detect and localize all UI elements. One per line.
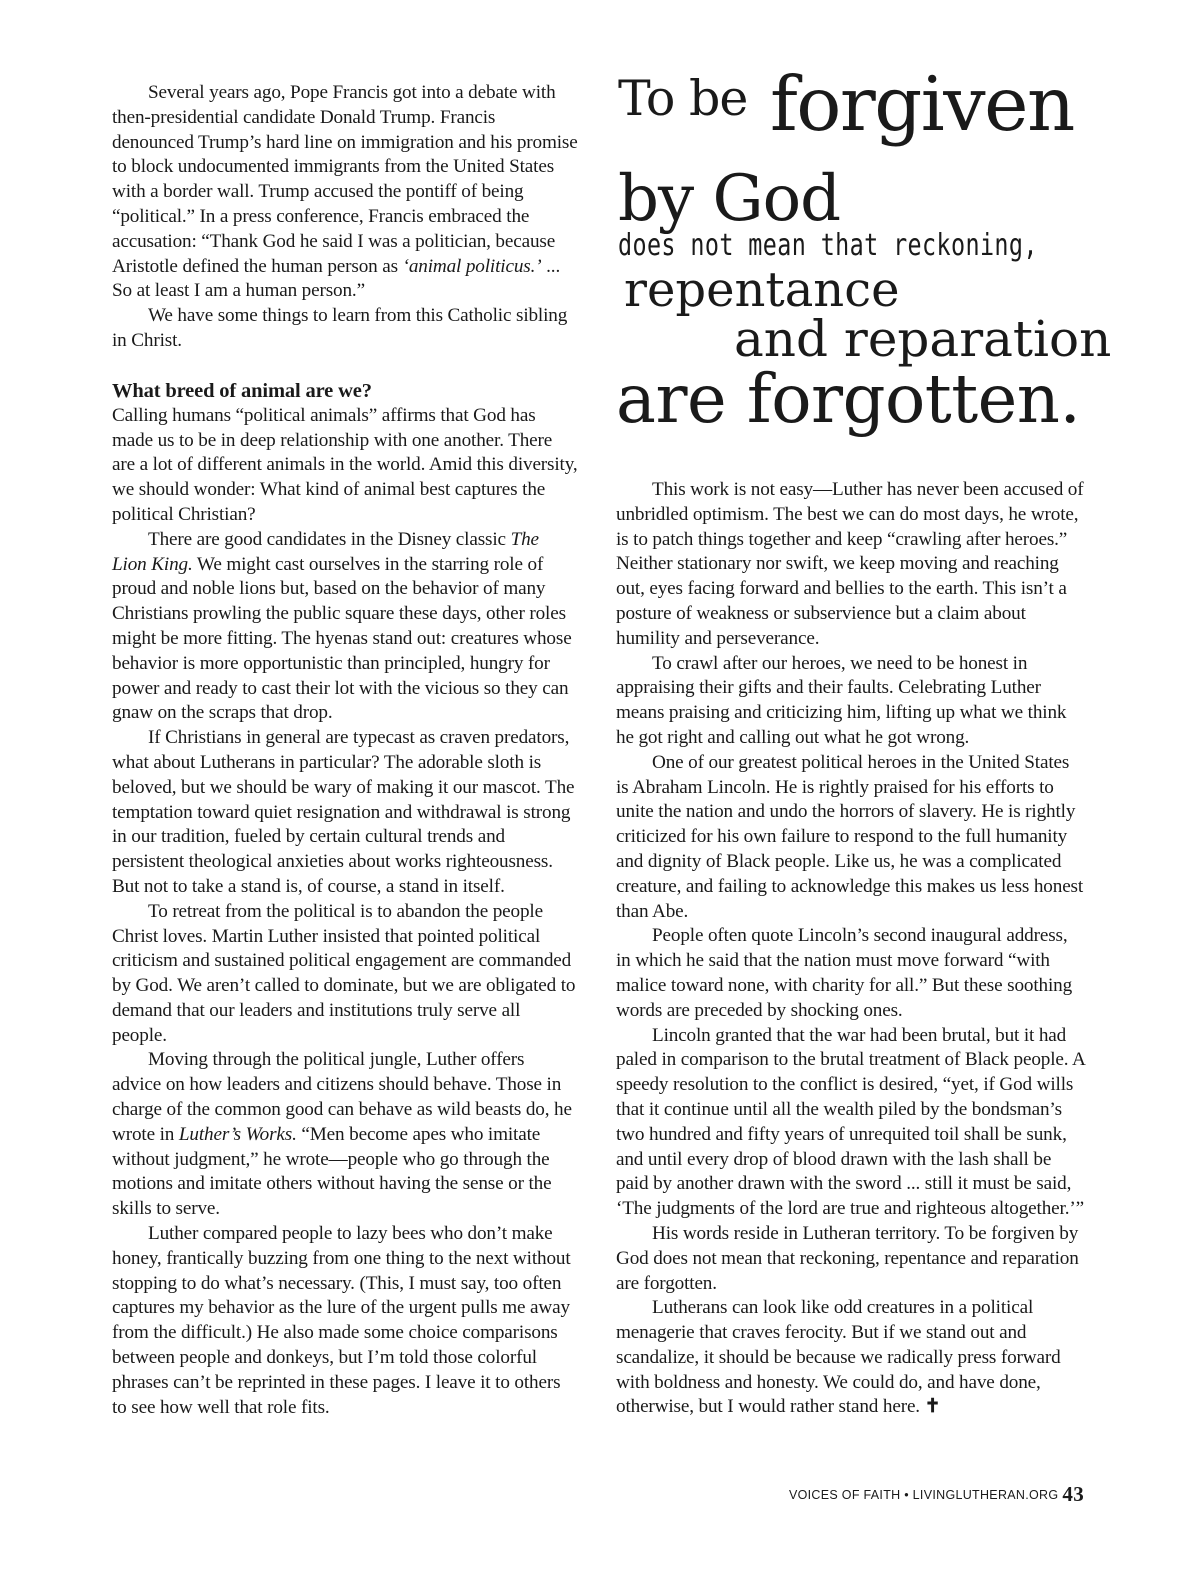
footer-text: VOICES OF FAITH • LIVINGLUTHERAN.ORG	[789, 1488, 1059, 1502]
section-heading: What breed of animal are we?	[112, 379, 372, 402]
left-column	[112, 81, 578, 1420]
right-column	[616, 478, 1086, 1420]
pull-quote-line: does not mean that reckoning,	[618, 228, 1038, 263]
end-mark-cross-icon: ✝	[924, 1396, 941, 1418]
paragraph: If Christians in general are typecast as craven predators, what about Lutherans in particular? The adorable sloth is beloved, but we should be wary of making it our mascot. The temptation toward quiet resignation and withdrawal is strong in our tradition, fueled by certain cultural trends and persistent theological anxieties about works righteousness. But not to take a stand is, of course, a stand in itself.	[112, 727, 575, 897]
paragraph: His words reside in Lutheran territory. To be forgiven by God does not mean that reckoning, repentance and reparation are forgotten.	[616, 1222, 1079, 1294]
paragraph: People often quote Lincoln’s second inaugural address, in which he said that the nation must move forward “with malice toward none, with charity for all.” But these soothing words are preceded by shocking ones.	[616, 925, 1073, 1021]
paragraph: Several years ago, Pope Francis got into a debate with then-presidential candidate Donald Trump. Francis denounced Trump’s hard line on immigration and his promise to block undocumented immigrants from the United States with a border wall. Trump accused the pontiff of being “political.” In a press conference, Francis embraced the accusation: “Thank God he said I was a politician, because Aristotle defined the human person as ‘animal politicus.’ ... So at least I am a human person.”	[112, 82, 578, 302]
paragraph: To crawl after our heroes, we need to be honest in appraising their gifts and their faults. Celebrating Luther means praising and criticizing him, lifting up what we think he got right and calling out what he got wrong.	[616, 652, 1067, 748]
italic-text: Luther’s Works.	[178, 1123, 297, 1145]
pull-quote-line: forgiven	[770, 60, 1074, 148]
paragraph: We have some things to learn from this Catholic sibling in Christ.	[112, 305, 568, 351]
pull-quote-line: by God	[618, 162, 841, 236]
pull-quote-line: and reparation	[734, 310, 1112, 368]
paragraph: Luther compared people to lazy bees who don’t make honey, frantically buzzing from one thing to the next without stopping to do what’s necessary. (This, I must say, too often captures my behavior as the lure of the urgent pulls me away from the difficult.) He also made some choice comparisons between people and donkeys, but I’m told those colorful phrases can’t be reprinted in these pages. I leave it to others to see how well that role fits.	[112, 1223, 571, 1418]
paragraph: One of our greatest political heroes in the United States is Abraham Lincoln. He is rightly praised for his efforts to unite the nation and undo the horrors of slavery. He is rightly criticized for his own failure to respond to the full humanity and dignity of Black people. Like us, he was a complicated creature, and failing to acknowledge this makes us less honest than Abe.	[616, 751, 1084, 922]
page-footer	[789, 1482, 1084, 1507]
italic-text: ‘animal politicus.’	[402, 255, 542, 277]
page-number: 43	[1062, 1482, 1084, 1506]
paragraph: Moving through the political jungle, Luther offers advice on how leaders and citizens should behave. Those in charge of the common good can behave as wild beasts do, he wrote in Luther’s Works. “Men become apes who imitate without judgment,” he wrote—people who go through the motions and imitate others without having the sense or the skills to serve.	[112, 1049, 572, 1220]
pull-quote-line: To be	[618, 70, 748, 127]
paragraph: Lincoln granted that the war had been brutal, but it had paled in comparison to the brutal treatment of Black people. A speedy resolution to the conflict is desired, “yet, if God wills that it continue until all the wealth piled by the bondsman’s two hundred and fifty years of unrequited toil shall be sunk, and until every drop of blood drawn with the lash shall be paid by another drawn with the sword ... still it must be said, ‘The judgments of the lord are true and righteous altogether.’”	[616, 1024, 1085, 1220]
pull-quote-line: repentance	[624, 262, 900, 318]
pull-quote-line: are forgotten.	[616, 360, 1081, 438]
italic-text: The Lion King.	[112, 528, 539, 575]
paragraph: To retreat from the political is to abandon the people Christ loves. Martin Luther insisted that pointed political criticism and sustained political engagement are commanded by God. We aren’t called to dominate, but we are obligated to demand that our leaders and institutions truly serve all people.	[112, 900, 576, 1046]
paragraph: Lutherans can look like odd creatures in a political menagerie that craves ferocity. But if we stand out and scandalize, it should be because we radically press forward with boldness and honesty. We could do, and have done, otherwise, but I would rather stand here. ✝	[616, 1297, 1061, 1418]
pull-quote	[616, 60, 1112, 440]
paragraph: There are good candidates in the Disney classic The Lion King. We might cast ourselves in the starring role of proud and noble lions but, based on the behavior of many Christians prowling the public square these days, other roles might be more fitting. The hyenas stand out: creatures whose behavior is more opportunistic than principled, hungry for power and ready to cast their lot with the vicious so they can gnaw on the scraps that drop.	[112, 528, 572, 724]
paragraph: Calling humans “political animals” affirms that God has made us to be in deep relationship with one another. There are a lot of different animals in the world. Amid this diversity, we should wonder: What kind of animal best captures the political Christian?	[112, 404, 578, 525]
paragraph: This work is not easy—Luther has never been accused of unbridled optimism. The best we can do most days, he wrote, is to patch things together and keep “crawling after heroes.” Neither stationary nor swift, we keep moving and reaching out, eyes facing forward and bellies to the earth. This isn’t a posture of weakness or subservience but a claim about humility and perseverance.	[616, 479, 1084, 649]
